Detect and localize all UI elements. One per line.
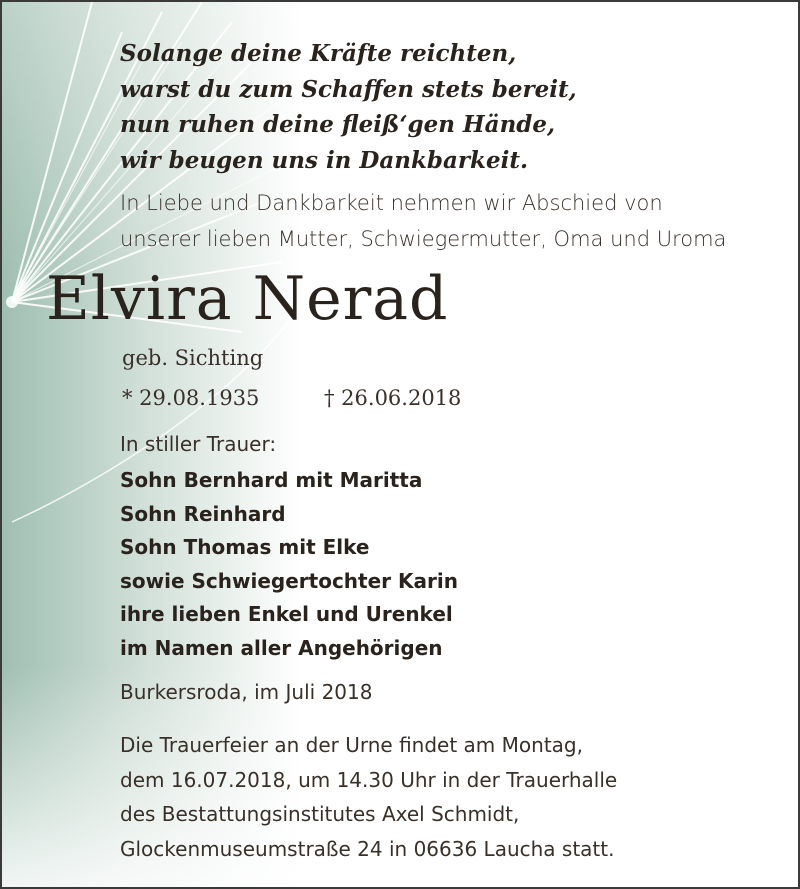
verse-line: wir beugen uns in Dankbarkeit. xyxy=(120,146,528,174)
birth-date: * 29.08.1935 xyxy=(122,386,260,410)
life-dates xyxy=(122,386,462,410)
service-line: Glockenmuseumstraße 24 in 06636 Laucha statt. xyxy=(120,836,615,861)
maiden-name: geb. Sichting xyxy=(122,346,264,370)
service-line: dem 16.07.2018, um 14.30 Uhr in der Trauerhalle xyxy=(120,767,618,792)
list-item: Sohn Bernhard mit Maritta xyxy=(120,468,423,492)
verse-line: Solange deine Kräfte reichten, xyxy=(120,40,517,67)
list-item: Sohn Thomas mit Elke xyxy=(120,535,370,559)
list-item: sowie Schwiegertochter Karin xyxy=(120,568,458,593)
list-item: ihre lieben Enkel und Urenkel xyxy=(120,602,453,626)
verse-line: nun ruhen deine fleiß‘gen Hände, xyxy=(120,111,556,138)
funeral-service-info xyxy=(120,728,617,866)
list-item: im Namen aller Angehörigen xyxy=(120,635,443,660)
service-line: des Bestattungsinstitutes Axel Schmidt, xyxy=(120,802,520,826)
deceased-name: Elvira Nerad xyxy=(46,264,449,334)
mourners-list xyxy=(120,464,458,665)
mourning-label: In stiller Trauer: xyxy=(120,432,277,456)
verse-line: warst du zum Schaffen stets bereit, xyxy=(120,75,577,103)
intro-line: In Liebe und Dankbarkeit nehmen wir Abschied von xyxy=(120,191,663,215)
intro-text xyxy=(120,185,726,257)
death-date: † 26.06.2018 xyxy=(324,386,462,410)
place-date: Burkersroda, im Juli 2018 xyxy=(120,680,373,704)
service-line: Die Trauerfeier an der Urne findet am Montag, xyxy=(120,733,583,757)
verse xyxy=(120,36,577,178)
list-item: Sohn Reinhard xyxy=(120,501,286,526)
intro-line: unserer lieben Mutter, Schwiegermutter, Oma und Uroma xyxy=(120,227,727,251)
